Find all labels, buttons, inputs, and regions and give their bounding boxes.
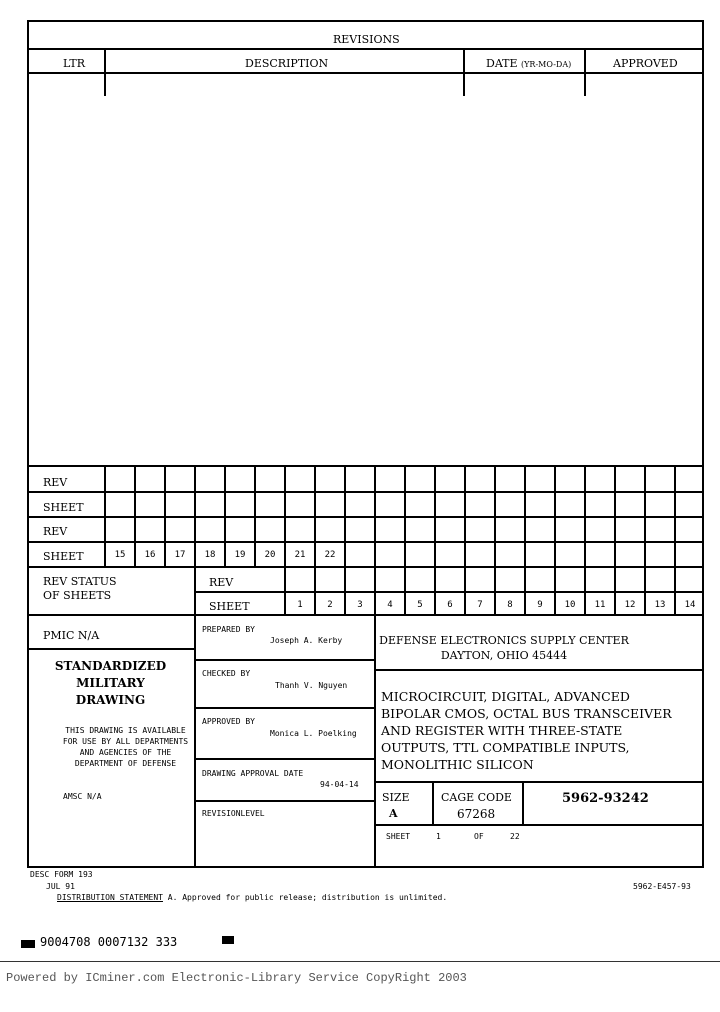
of-label: OF	[474, 832, 484, 841]
cage-label: CAGE CODE	[441, 791, 512, 804]
revision-level-label: REVISIONLEVEL	[202, 809, 265, 818]
sheet-number-11: 11	[594, 600, 606, 610]
checked-by-label: CHECKED BY	[202, 669, 251, 678]
total-sheets: 22	[510, 832, 520, 841]
barcode-number: 9004708 0007132 333	[40, 935, 178, 949]
sheet-number-5: 5	[417, 600, 423, 610]
barcode-mark-left	[21, 940, 35, 948]
date-header: DATE (YR-MO-DA)	[486, 57, 572, 70]
powered-by: Powered by ICminer.com Electronic-Library Service CopyRight 2003	[6, 971, 467, 985]
rev-label-3: REV	[209, 576, 234, 589]
approved-by-label: APPROVED BY	[202, 717, 255, 726]
sheet-number-9: 9	[537, 600, 543, 610]
rev-status-label: REV STATUS OF SHEETS	[43, 575, 117, 602]
sheet-value: 1	[436, 832, 441, 841]
sheet-number-22: 22	[324, 550, 336, 560]
agency: DEFENSE ELECTRONICS SUPPLY CENTER DAYTON, OHIO 45444	[379, 634, 629, 662]
sheet-number-12: 12	[624, 600, 636, 610]
prepared-by-name: Joseph A. Kerby	[270, 636, 343, 645]
approval-date: 94-04-14	[320, 780, 359, 789]
approved-header: APPROVED	[613, 57, 678, 70]
sheet-number-13: 13	[654, 600, 666, 610]
distribution-statement: DISTRIBUTION STATEMENT A. Approved for public release; distribution is unlimited.	[57, 893, 448, 902]
form-id: DESC FORM 193 JUL 91	[30, 870, 93, 891]
drawing-title: MICROCIRCUIT, DIGITAL, ADVANCED BIPOLAR CMOS, OCTAL BUS TRANSCEIVER AND REGISTER WITH THREE-STATE OUTPUTS, TTL COMPATIBLE INPUTS, MONOLITHIC SILICON	[381, 689, 672, 772]
sheet-number-3: 3	[357, 600, 363, 610]
sheet-number-7: 7	[477, 600, 483, 610]
sheet-number-15: 15	[114, 550, 126, 560]
sheet-number-8: 8	[507, 600, 513, 610]
sheet-number-18: 18	[204, 550, 216, 560]
sheet-number-14: 14	[684, 600, 696, 610]
size-value: A	[389, 807, 398, 820]
sheet-number-1: 1	[297, 600, 303, 610]
sheet-label-1: SHEET	[43, 501, 84, 514]
approved-by-name: Monica L. Poelking	[270, 729, 357, 738]
cage-value: 67268	[457, 807, 496, 821]
checked-by-name: Thanh V. Nguyen	[275, 681, 348, 690]
sheet-number-17: 17	[174, 550, 186, 560]
approval-date-label: DRAWING APPROVAL DATE	[202, 769, 304, 778]
revisions-title: REVISIONS	[333, 33, 400, 46]
prepared-by-label: PREPARED BY	[202, 625, 255, 634]
ltr-header: LTR	[63, 57, 86, 70]
pmic: PMIC N/A	[43, 629, 100, 642]
sheet-label: SHEET	[386, 832, 411, 841]
sheet-number-21: 21	[294, 550, 306, 560]
sheet-number-2: 2	[327, 600, 333, 610]
sheet-number-19: 19	[234, 550, 246, 560]
sheet-number-4: 4	[387, 600, 393, 610]
sheet-number-10: 10	[564, 600, 576, 610]
rev-label-1: REV	[43, 476, 68, 489]
drawing-number: 5962-93242	[562, 791, 649, 806]
smd-title: STANDARDIZED MILITARY DRAWING	[54, 659, 167, 707]
size-label: SIZE	[382, 791, 410, 804]
description-header: DESCRIPTION	[245, 57, 329, 70]
rev-label-2: REV	[43, 525, 68, 538]
amsc: AMSC N/A	[63, 792, 102, 801]
sheet-label-2: SHEET	[43, 550, 84, 563]
availability-note: THIS DRAWING IS AVAILABLE FOR USE BY ALL DEPARTMENTS AND AGENCIES OF THE DEPARTMENT OF DEFENSE	[62, 726, 189, 768]
doc-code: 5962-E457-93	[633, 882, 691, 891]
sheet-number-20: 20	[264, 550, 276, 560]
sheet-number-16: 16	[144, 550, 156, 560]
sheet-label-3: SHEET	[209, 600, 250, 613]
barcode-mark-right	[222, 936, 234, 944]
sheet-number-6: 6	[447, 600, 453, 610]
